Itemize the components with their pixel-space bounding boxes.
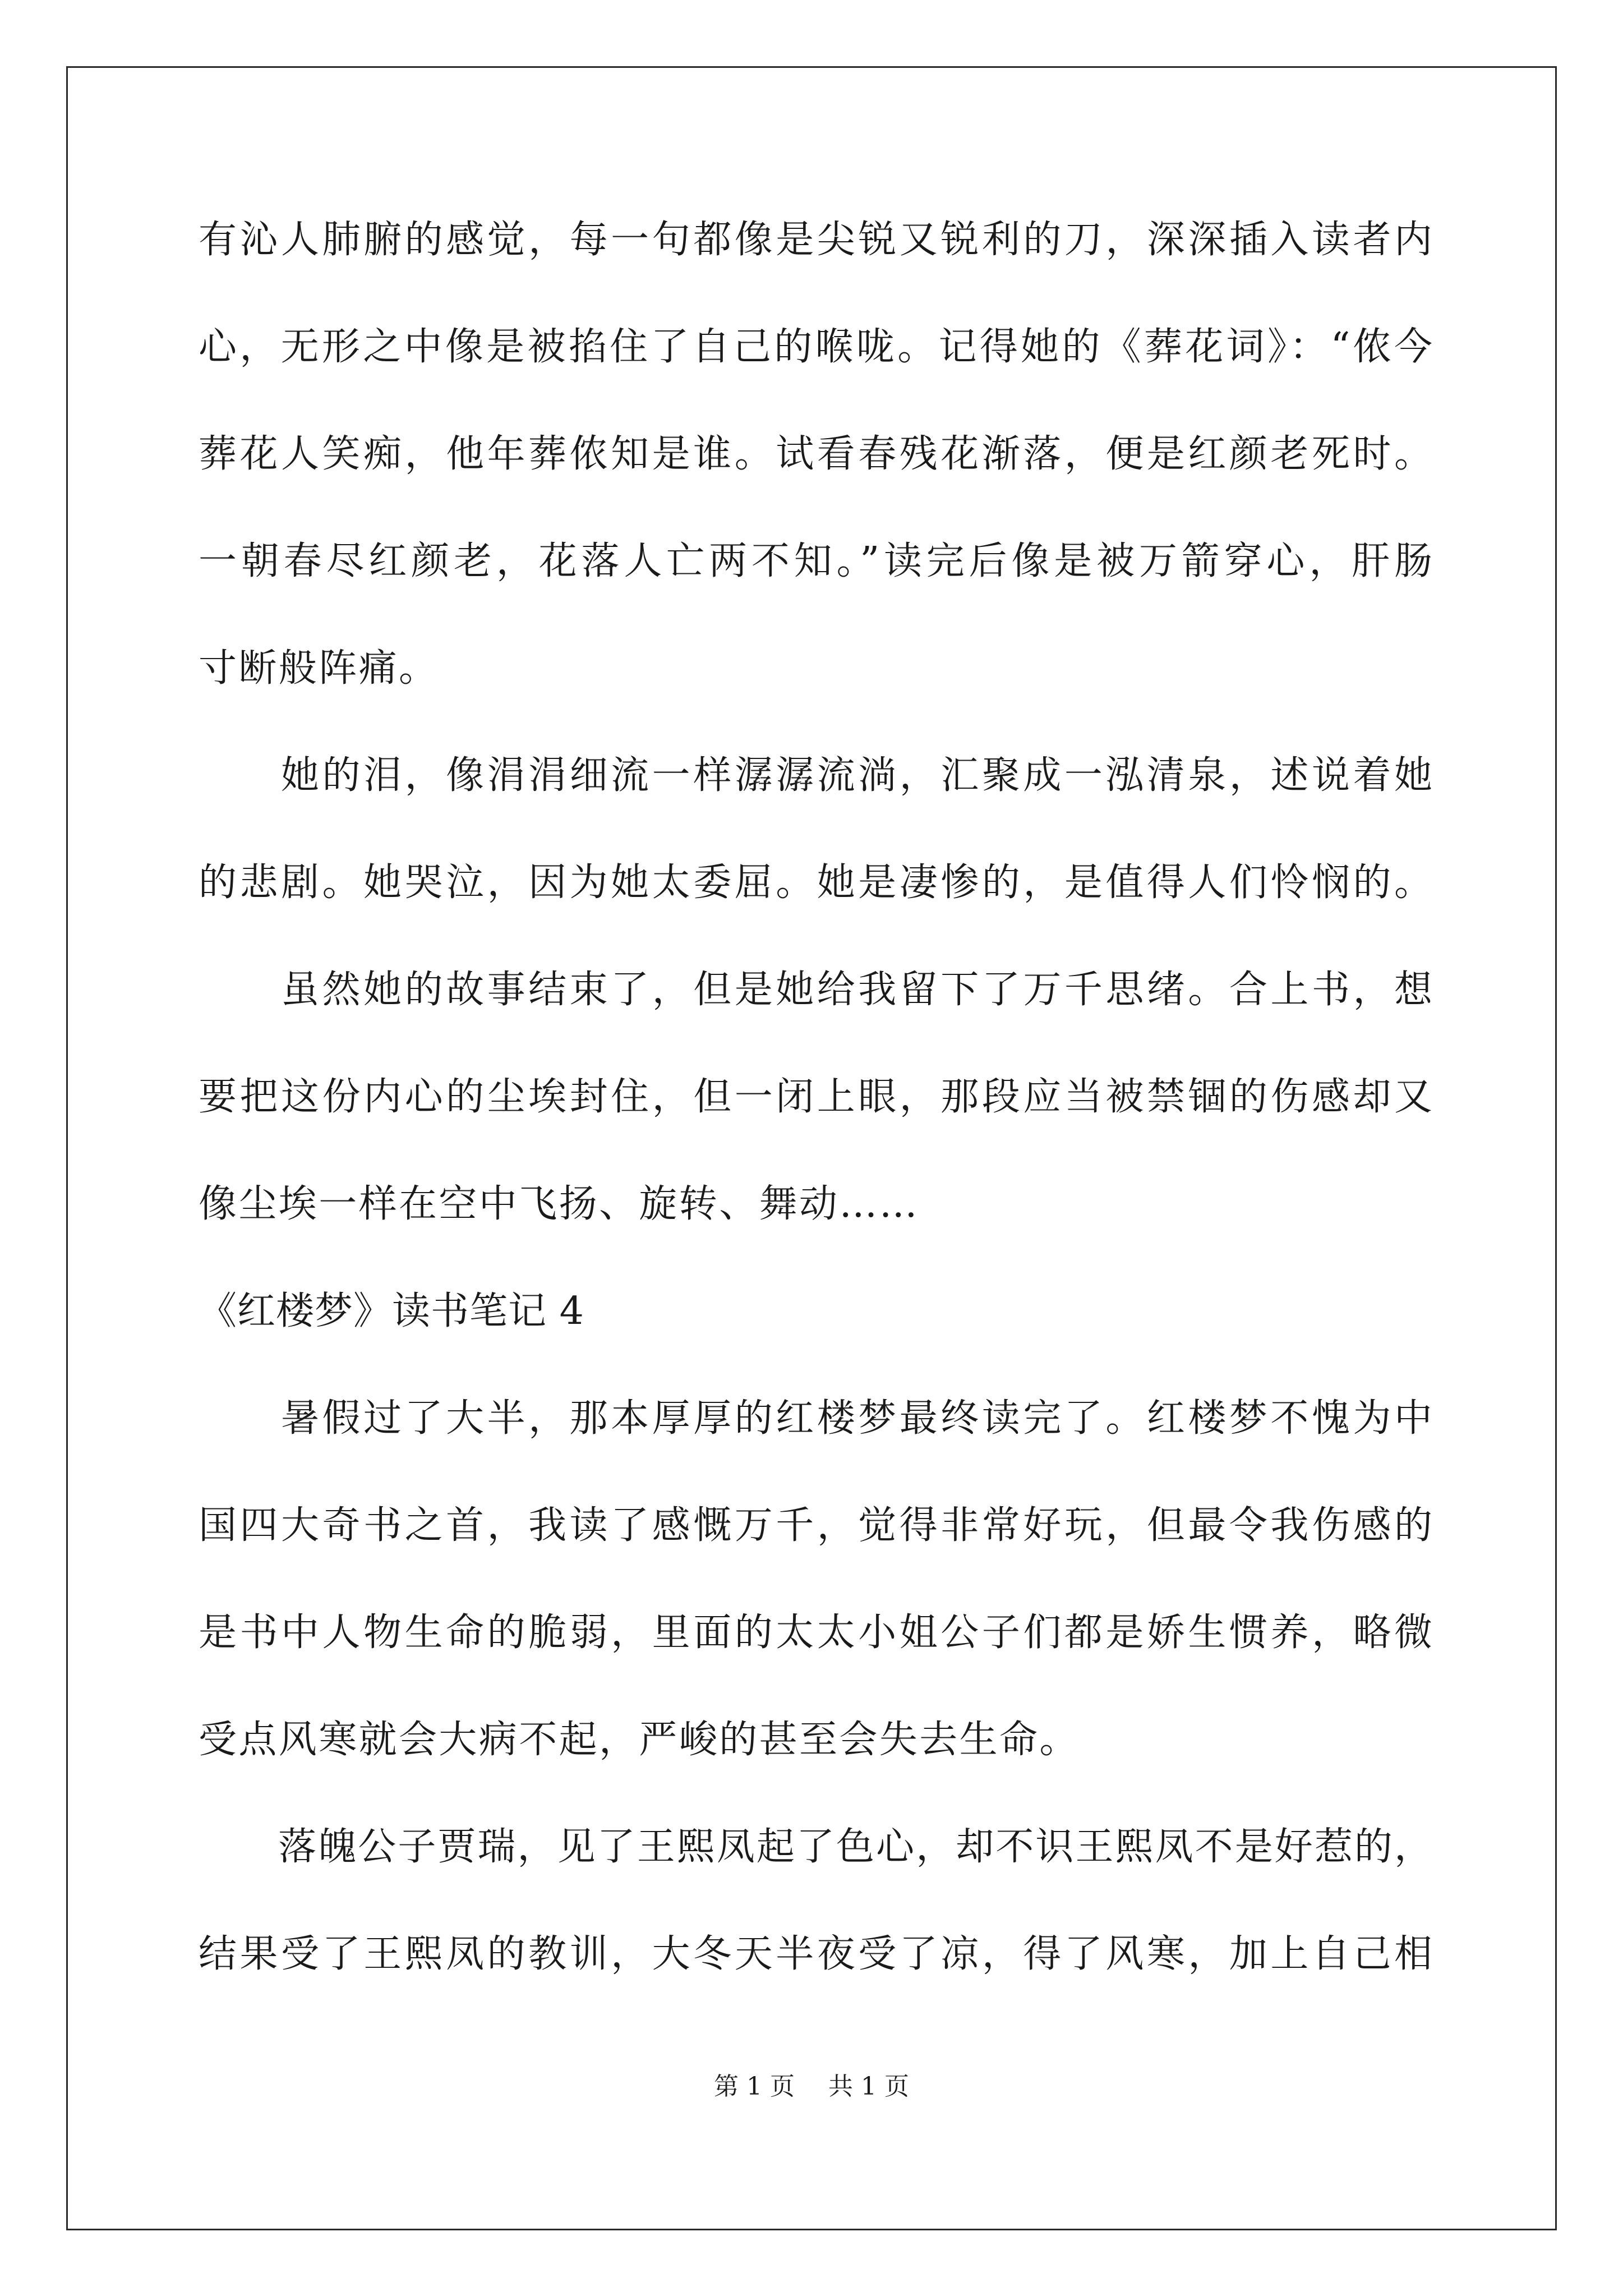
text-line: 心，无形之中像是被掐住了自己的喉咙。记得她的《葬花词》：“侬今: [199, 325, 1432, 369]
text-line: 是书中人物生命的脆弱，里面的太太小姐公子们都是娇生惯养，略微: [199, 1611, 1432, 1655]
text-line: 的悲剧。她哭泣，因为她太委屈。她是凄惨的，是值得人们怜悯的。: [199, 861, 1432, 905]
text-line: 有沁人肺腑的感觉，每一句都像是尖锐又锐利的刀，深深插入读者内: [199, 218, 1432, 262]
text-line: 受点风寒就会大病不起，严峻的甚至会失去生命。: [199, 1718, 1080, 1762]
page-footer: [0, 2070, 1623, 2104]
text-line: 寸断般阵痛。: [199, 646, 439, 691]
text-line: 结果受了王熙凤的教训，大冬天半夜受了凉，得了风寒，加上自己相: [199, 1932, 1432, 1976]
text-line: 像尘埃一样在空中飞扬、旋转、舞动……: [199, 1182, 920, 1226]
page-total: 共 1 页: [828, 2072, 909, 2101]
text-line: 一朝春尽红颜老，花落人亡两不知。”读完后像是被万箭穿心，肝肠: [199, 539, 1432, 583]
document-body: [199, 213, 1432, 2035]
text-line: 落魄公子贾瑞，见了王熙凤起了色心，却不识王熙凤不是好惹的，: [199, 1825, 1432, 1869]
section-heading: 《红楼梦》读书笔记 4: [199, 1289, 584, 1333]
text-line: 葬花人笑痴，他年葬侬知是谁。试看春残花渐落，便是红颜老死时。: [199, 432, 1432, 476]
text-line: 暑假过了大半，那本厚厚的红楼梦最终读完了。红楼梦不愧为中: [199, 1396, 1432, 1441]
text-line: 虽然她的故事结束了，但是她给我留下了万千思绪。合上书，想: [199, 968, 1432, 1012]
text-line: 她的泪，像涓涓细流一样潺潺流淌，汇聚成一泓清泉，述说着她: [199, 753, 1432, 798]
text-line: 国四大奇书之首，我读了感慨万千，觉得非常好玩，但最令我伤感的: [199, 1503, 1432, 1548]
page-number: 第 1 页: [714, 2072, 795, 2101]
text-line: 要把这份内心的尘埃封住，但一闭上眼，那段应当被禁锢的伤感却又: [199, 1075, 1432, 1119]
